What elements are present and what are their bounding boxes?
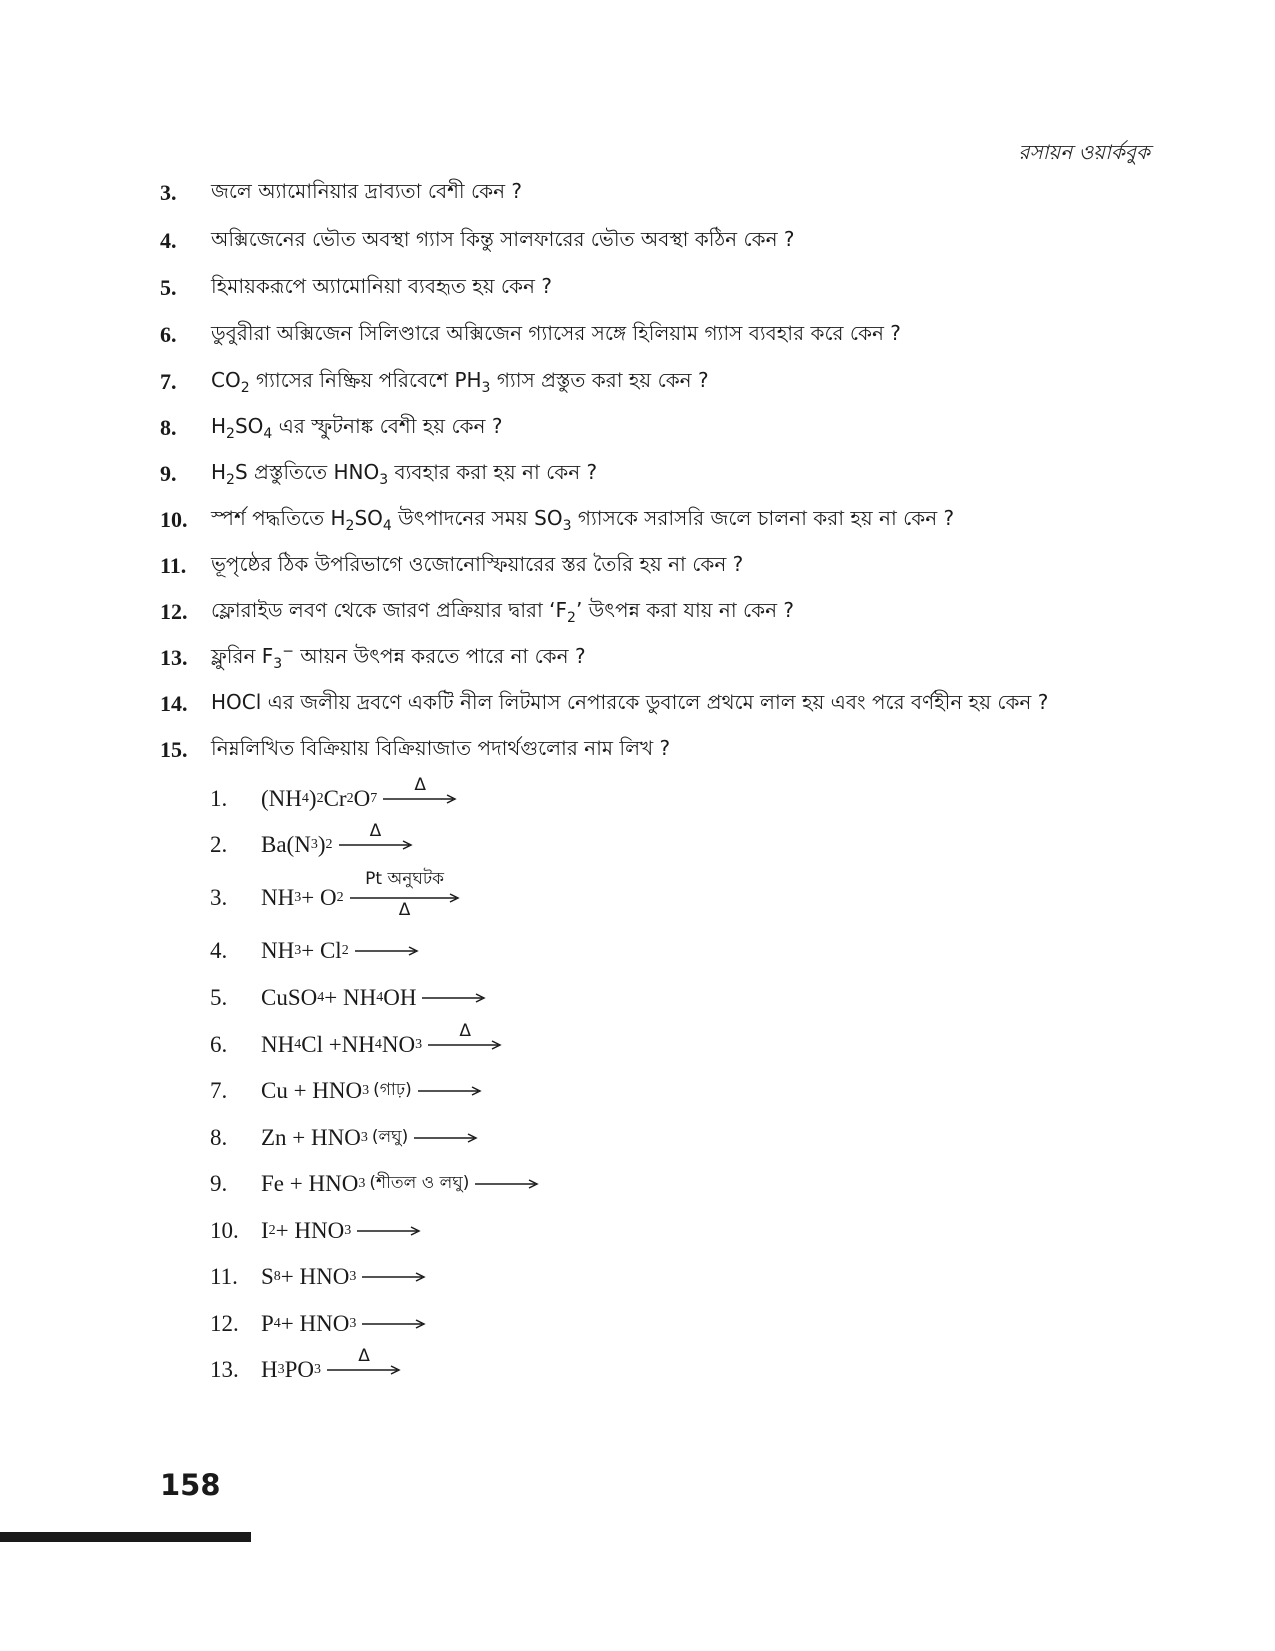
question-text: ডুবুরীরা অক্সিজেন সিলিণ্ডারে অক্সিজেন গ্যাসের সঙ্গে হিলিয়াম গ্যাস ব্যবহার করে কেন ?	[211, 320, 901, 345]
reaction-number: 5.	[210, 985, 228, 1010]
reaction-7	[210, 1073, 482, 1109]
reaction-1	[210, 775, 457, 817]
question-number: 9.	[160, 461, 177, 486]
reaction-arrow	[327, 1346, 401, 1380]
arrow-condition: Pt অনুঘটক	[365, 869, 445, 889]
running-header: রসায়ন ওয়ার্কবুক	[1018, 140, 1150, 164]
question-3	[160, 176, 522, 210]
reaction-arrow	[428, 1021, 502, 1055]
question-number: 7.	[160, 369, 177, 394]
question-text: নিম্নলিখিত বিক্রিয়ায় বিক্রিয়াজাত পদার্থগুলোর নাম লিখ ?	[211, 735, 671, 760]
reaction-arrow	[362, 1267, 426, 1287]
reaction-6	[210, 1021, 502, 1063]
reaction-number: 12.	[210, 1311, 239, 1336]
footer-bar	[0, 1532, 251, 1542]
question-11	[160, 549, 743, 583]
reaction-2	[210, 821, 413, 863]
arrow-condition: Δ	[358, 1346, 370, 1366]
question-text: ফ্লোরাইড লবণ থেকে জারণ প্রক্রিয়ার দ্বারা ‘$F_2$’ উৎপন্ন করা যায় না কেন ?	[211, 597, 795, 626]
reaction-equation: CuSO 4 + NH 4 OH	[261, 985, 486, 1011]
reaction-equation: H 3 PO 3 Δ	[261, 1357, 401, 1383]
question-9	[160, 457, 597, 491]
reaction-arrow	[362, 1314, 426, 1334]
question-15	[160, 733, 670, 767]
question-number: 12.	[160, 599, 188, 624]
reaction-equation: (NH 4 ) 2 Cr 2 O 7 Δ	[261, 786, 457, 812]
page-number: 158	[160, 1468, 221, 1502]
question-text: $CO_2$ গ্যাসের নিষ্ক্রিয় পরিবেশে $PH_3$ গ্যাস প্রস্তুত করা হয় কেন ?	[211, 367, 709, 396]
reaction-equation: NH 3 + Cl 2	[261, 938, 419, 964]
reaction-equation: Zn + HNO 3 (লঘু)	[261, 1124, 478, 1152]
question-8	[160, 411, 502, 445]
question-14	[160, 687, 1048, 721]
question-13	[160, 641, 586, 675]
reaction-equation: Fe + HNO 3 (শীতল ও লঘু)	[261, 1170, 539, 1198]
reaction-arrow	[383, 775, 457, 809]
reaction-number: 7.	[210, 1078, 228, 1103]
question-text: জলে অ্যামোনিয়ার দ্রাব্যতা বেশী কেন ?	[211, 178, 523, 203]
reaction-equation: I 2 + HNO 3	[261, 1218, 421, 1244]
question-number: 15.	[160, 737, 188, 762]
reaction-number: 9.	[210, 1171, 228, 1196]
arrow-condition: Δ	[398, 900, 411, 920]
question-text: HOCl এর জলীয় দ্রবণে একটি নীল লিটমাস নেপারকে ডুবালে প্রথমে লাল হয় এবং পরে বর্ণহীন হয় কেন ?	[211, 689, 1049, 714]
reaction-number: 3.	[210, 885, 228, 910]
question-6	[160, 318, 901, 352]
reaction-number: 11.	[210, 1264, 238, 1289]
question-number: 13.	[160, 645, 188, 670]
reaction-equation: Ba(N 3 ) 2 Δ	[261, 832, 413, 858]
reaction-arrow	[339, 821, 413, 855]
reaction-arrow	[475, 1174, 539, 1194]
reaction-equation: P 4 + HNO 3	[261, 1311, 426, 1337]
question-text: $H_2S$ প্রস্তুতিতে $HNO_3$ ব্যবহার করা হয় না কেন ?	[211, 459, 598, 488]
question-number: 8.	[160, 415, 177, 440]
reaction-8	[210, 1120, 478, 1156]
question-10	[160, 503, 954, 537]
question-number: 11.	[160, 553, 187, 578]
question-text: ভূপৃষ্ঠের ঠিক উপরিভাগে ওজোনোস্ফিয়ারের স্তর তৈরি হয় না কেন ?	[211, 551, 744, 576]
reaction-3	[210, 869, 460, 920]
question-text: $H_2SO_4$ এর স্ফুটনাঙ্ক বেশী হয় কেন ?	[211, 413, 503, 442]
reaction-equation: Cu + HNO 3 (গাঢ়)	[261, 1077, 482, 1105]
question-number: 10.	[160, 507, 188, 532]
question-12	[160, 595, 794, 629]
reaction-arrow	[418, 1081, 482, 1101]
reaction-arrow	[357, 1221, 421, 1241]
reaction-arrow	[422, 988, 486, 1008]
reaction-number: 6.	[210, 1032, 228, 1057]
question-5	[160, 271, 552, 305]
reaction-equation: NH 3 + O 2 Pt অনুঘটক Δ	[261, 885, 460, 911]
question-4	[160, 224, 794, 258]
reaction-equation: S 8 + HNO 3	[261, 1264, 426, 1290]
reaction-number: 4.	[210, 938, 228, 963]
reaction-number: 1.	[210, 786, 228, 811]
question-number: 6.	[160, 322, 177, 347]
reaction-arrow	[414, 1128, 478, 1148]
question-text: স্পর্শ পদ্ধতিতে $H_2SO_4$ উৎপাদনের সময় $SO_3$ গ্যাসকে সরাসরি জলে চালনা করা হয় না কেন ?	[211, 505, 955, 534]
reaction-equation: NH 4 Cl +NH 4 NO 3 Δ	[261, 1032, 502, 1058]
question-number: 14.	[160, 691, 188, 716]
reaction-11	[210, 1259, 426, 1295]
reaction-number: 2.	[210, 832, 228, 857]
question-7	[160, 365, 709, 399]
question-text: অক্সিজেনের ভৌত অবস্থা গ্যাস কিন্তু সালফারের ভৌত অবস্থা কঠিন কেন ?	[211, 226, 795, 251]
arrow-condition: Δ	[459, 1021, 471, 1041]
reaction-13	[210, 1346, 401, 1388]
arrow-condition: Δ	[369, 821, 382, 841]
question-number: 5.	[160, 275, 177, 300]
reaction-10	[210, 1213, 421, 1249]
question-text: হিমায়করূপে অ্যামোনিয়া ব্যবহৃত হয় কেন ?	[211, 273, 552, 298]
reaction-5	[210, 980, 486, 1016]
reaction-number: 8.	[210, 1125, 228, 1150]
reaction-arrow	[355, 941, 419, 961]
reaction-number: 13.	[210, 1357, 239, 1382]
reaction-number: 10.	[210, 1218, 239, 1243]
question-number: 3.	[160, 180, 177, 205]
reaction-12	[210, 1306, 426, 1342]
reaction-4	[210, 933, 419, 969]
question-number: 4.	[160, 228, 177, 253]
reaction-9	[210, 1166, 539, 1202]
arrow-condition: Δ	[414, 775, 427, 795]
question-text: ফ্লুরিন $F_3^-$ আয়ন উৎপন্ন করতে পারে না কেন ?	[211, 642, 586, 672]
